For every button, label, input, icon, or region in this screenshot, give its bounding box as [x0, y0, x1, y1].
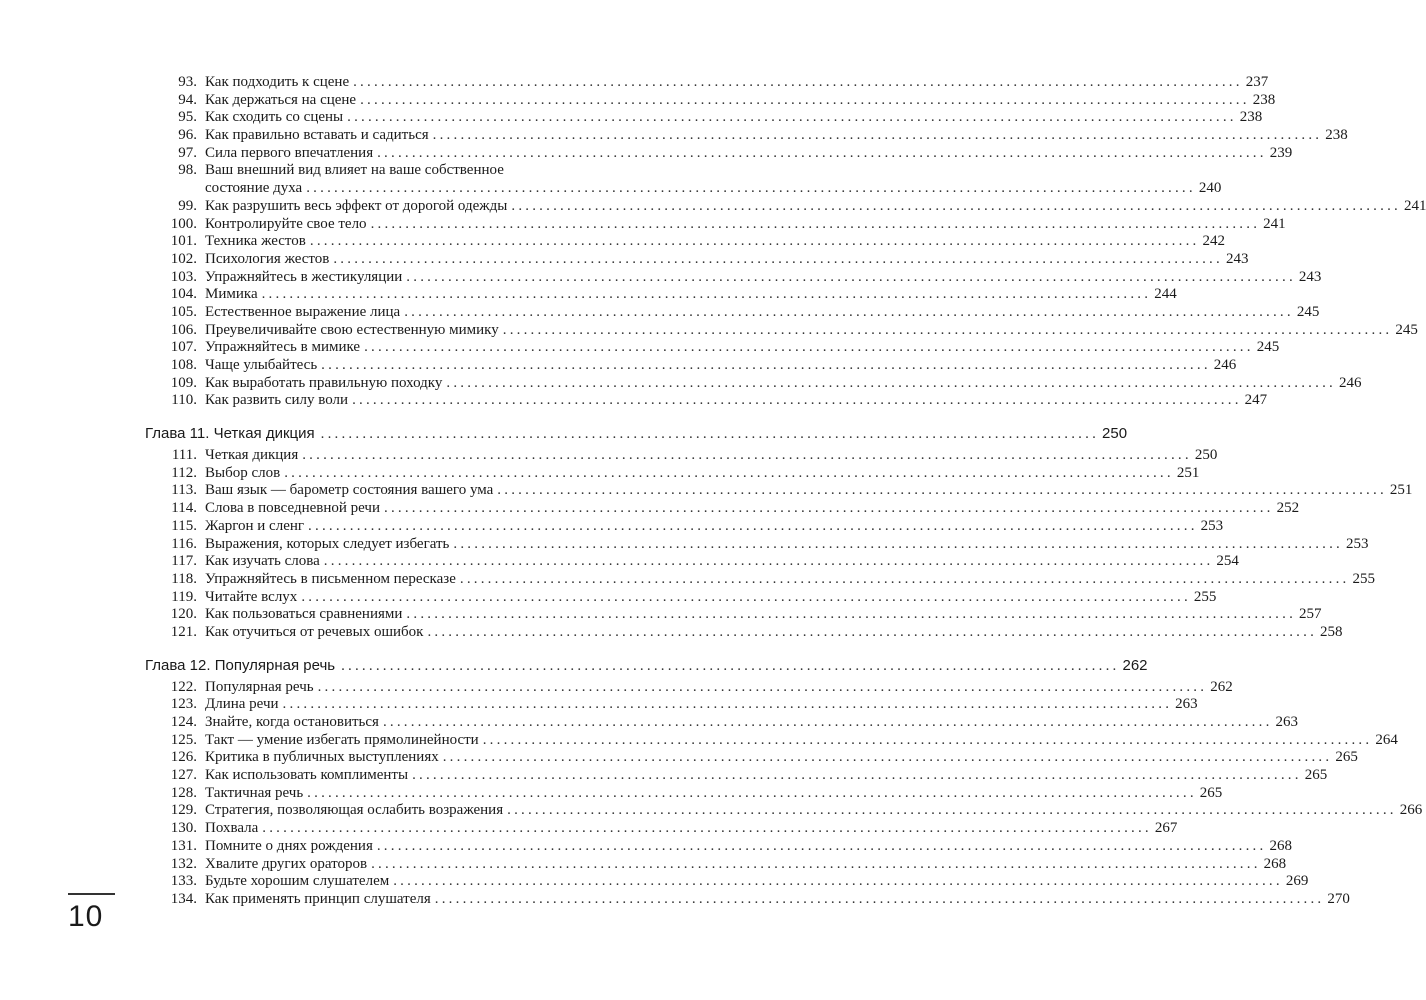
chapter-title: Глава 11. Четкая дикция	[145, 425, 315, 443]
toc-entry[interactable]	[0, 749, 1358, 767]
entry-title: Как применять принцип слушателя	[205, 890, 431, 907]
entry-page: 263	[1175, 696, 1198, 713]
entry-number: 116.	[171, 535, 197, 552]
dot-leader: ................................................................................................................................	[384, 500, 1274, 517]
chapter-heading-11[interactable]	[0, 424, 1128, 444]
entry-title: Упражняйтесь в жестикуляции	[205, 268, 403, 285]
dot-leader: ................................................................................................................................	[404, 303, 1294, 320]
dot-leader: ................................................................................................................................	[323, 553, 1214, 570]
entry-page: 267	[1154, 820, 1178, 837]
toc-entry[interactable]	[0, 321, 1418, 340]
dot-leader: ................................................................................................................	[320, 426, 1100, 443]
entry-page: 268	[1263, 855, 1287, 872]
entry-title: Психология жестов	[205, 250, 330, 267]
entry-number: 128.	[170, 784, 197, 801]
table-of-contents	[0, 74, 1426, 909]
entry-number: 113.	[171, 482, 197, 499]
entry-number: 93.	[178, 74, 197, 90]
entry-title: Хвалите других ораторов	[205, 855, 368, 872]
toc-entry[interactable]	[0, 233, 1225, 251]
toc-entry[interactable]	[0, 714, 1299, 732]
entry-page: 239	[1269, 144, 1293, 161]
entry-title: Критика в публичных выступлениях	[205, 749, 439, 766]
entry-title: Упражняйтесь в письменном пересказе	[205, 570, 456, 587]
toc-entry[interactable]	[0, 678, 1233, 697]
entry-number: 100.	[170, 215, 197, 232]
entry-title: Чаще улыбайтесь	[205, 357, 318, 374]
entry-title: Как отучиться от речевых ошибок	[205, 623, 424, 640]
entry-number: 132.	[170, 855, 197, 872]
entry-title-line1: Ваш внешний вид влияет на ваше собственное	[205, 162, 504, 179]
entry-number: 106.	[170, 321, 197, 338]
entry-number: 98.	[178, 162, 197, 179]
entry-title: Как правильно вставать и садиться	[205, 127, 429, 144]
toc-entry[interactable]	[0, 215, 1286, 234]
dot-leader: ................................................................................................................................	[377, 144, 1267, 161]
dot-leader: ................................................................................................................................	[364, 339, 1254, 356]
entry-page: 246	[1213, 357, 1237, 374]
toc-entry[interactable]	[0, 570, 1375, 589]
entry-number: 115.	[171, 517, 197, 534]
entry-page: 255	[1193, 588, 1217, 605]
dot-leader: ................................................................................................................................	[482, 731, 1373, 748]
entry-title: Ваш язык — барометр состояния вашего ума	[205, 482, 494, 499]
toc-entry[interactable]	[0, 91, 1276, 110]
entry-page: 245	[1296, 303, 1320, 320]
toc-section-1	[0, 74, 1426, 410]
entry-page: 268	[1269, 837, 1292, 854]
dot-leader: ................................................................................................................................	[309, 233, 1200, 250]
toc-entry[interactable]	[0, 535, 1369, 554]
entry-title: Техника жестов	[205, 233, 306, 250]
entry-title: Как подходить к сцене	[205, 74, 350, 90]
dot-leader: ................................................................................................................................	[442, 749, 1333, 766]
toc-entry[interactable]	[0, 286, 1177, 304]
dot-leader: ................................................................................................................................	[333, 250, 1223, 267]
dot-leader: ................................................................................................................................	[261, 286, 1152, 303]
dot-leader: ................................................................................................................................	[317, 678, 1208, 695]
entry-number: 107.	[170, 339, 197, 356]
toc-entry[interactable]	[0, 623, 1343, 642]
toc-entry[interactable]	[0, 268, 1322, 287]
toc-entry[interactable]	[0, 392, 1268, 410]
entry-page: 251	[1389, 482, 1413, 499]
dot-leader: ................................................................................................................................	[497, 482, 1387, 499]
entry-number: 117.	[171, 553, 197, 570]
entry-number: 97.	[178, 144, 197, 161]
entry-title: Похвала	[205, 820, 259, 837]
dot-leader: ................................................................................................................................	[360, 91, 1250, 108]
toc-entry[interactable]	[0, 250, 1249, 269]
entry-number: 114.	[171, 500, 197, 517]
entry-number: 110.	[171, 392, 197, 409]
entry-number: 134.	[170, 890, 197, 907]
toc-entry[interactable]	[0, 109, 1263, 127]
entry-title: Естественное выражение лица	[205, 303, 401, 320]
entry-page: 246	[1338, 374, 1362, 391]
entry-title: Как сходить со сцены	[205, 109, 344, 126]
entry-number: 123.	[170, 696, 197, 713]
toc-entry[interactable]	[0, 464, 1200, 483]
toc-entry[interactable]	[0, 517, 1224, 536]
toc-entry[interactable]	[0, 500, 1300, 518]
dot-leader: ................................................................................................................................	[262, 820, 1152, 837]
entry-page: 247	[1244, 392, 1268, 409]
entry-title: Как использовать комплименты	[205, 767, 409, 784]
toc-entry[interactable]	[0, 855, 1287, 874]
toc-entry[interactable]	[0, 820, 1178, 838]
entry-page: 257	[1299, 606, 1322, 623]
entry-number: 105.	[170, 303, 197, 320]
entry-number: 94.	[178, 91, 197, 108]
entry-number: 102.	[170, 250, 197, 267]
entry-number: 103.	[170, 268, 197, 285]
entry-number: 129.	[170, 802, 197, 819]
entry-page: 265	[1199, 784, 1223, 801]
entry-title: Как пользоваться сравнениями	[205, 606, 403, 623]
toc-entry[interactable]	[0, 357, 1237, 375]
entry-page: 243	[1298, 268, 1322, 285]
entry-page: 266	[1399, 802, 1423, 819]
entry-page: 262	[1210, 678, 1233, 695]
entry-title: Как развить силу воли	[205, 392, 349, 409]
dot-leader: ................................................................................................................................	[446, 374, 1336, 391]
entry-title: Знайте, когда остановиться	[205, 714, 379, 731]
entry-title: Такт — умение избегать прямолинейности	[205, 731, 479, 748]
toc-entry[interactable]	[0, 553, 1239, 571]
toc-entry[interactable]	[0, 144, 1293, 163]
entry-title: Мимика	[205, 286, 258, 303]
entry-number: 95.	[178, 109, 197, 126]
entry-page: 238	[1325, 127, 1348, 144]
dot-leader: ................................................................................................................................	[502, 321, 1393, 338]
entry-title: Будьте хорошим слушателем	[205, 873, 390, 890]
dot-leader: ................................................................................................................................	[307, 784, 1197, 801]
entry-number: 133.	[170, 873, 197, 890]
toc-entry[interactable]	[0, 767, 1328, 785]
entry-title: Слова в повседневной речи	[205, 500, 380, 517]
dot-leader: ................................................................................................................................	[507, 802, 1397, 819]
chapter-heading-12[interactable]	[0, 656, 1148, 676]
toc-entry[interactable]	[0, 588, 1217, 607]
page-number: 10	[68, 900, 104, 933]
entry-title: Популярная речь	[205, 678, 314, 695]
entry-page: 255	[1352, 570, 1375, 587]
dot-leader: ................................................................................................................................	[370, 215, 1261, 232]
chapter-title: Глава 12. Популярная речь	[145, 656, 336, 674]
toc-section-3	[0, 678, 1423, 909]
dot-leader: ................................................................................................................................	[511, 197, 1401, 214]
dot-leader: ................................................................................................................................	[347, 109, 1237, 126]
toc-entry[interactable]	[0, 303, 1320, 322]
entry-title: Длина речи	[205, 696, 279, 713]
dot-leader: ................................................................................................................................	[301, 588, 1191, 605]
entry-number: 111.	[171, 447, 197, 464]
entry-title: Выражения, которых следует избегать	[205, 535, 450, 552]
dot-leader: ................................................................................................................................	[302, 447, 1192, 464]
dot-leader: ................................................................................................................................	[308, 517, 1198, 534]
entry-page: 253	[1346, 535, 1369, 552]
toc-entry[interactable]	[0, 127, 1348, 145]
dot-leader: ................................................................................................................................	[459, 570, 1350, 587]
entry-page: 265	[1335, 749, 1358, 766]
dot-leader: ................................................................................................................................	[352, 392, 1242, 409]
entry-number: 131.	[170, 837, 197, 854]
entry-page: 258	[1320, 623, 1343, 640]
dot-leader: ................................................................................................................................	[434, 890, 1325, 907]
entry-page: 242	[1202, 233, 1225, 250]
entry-number: 104.	[170, 286, 197, 303]
entry-page: 250	[1194, 447, 1218, 464]
dot-leader: ................................................................................................................................	[393, 873, 1283, 890]
entry-title: Как разрушить весь эффект от дорогой одежды	[205, 197, 508, 214]
dot-leader: ................................................................................................................................	[371, 855, 1261, 872]
toc-entry[interactable]	[0, 374, 1362, 393]
entry-number: 99.	[178, 197, 197, 214]
entry-title: Тактичная речь	[205, 784, 304, 801]
entry-number: 126.	[170, 749, 197, 766]
entry-number: 108.	[170, 357, 197, 374]
entry-title: Читайте вслух	[205, 588, 298, 605]
entry-number: 120.	[170, 606, 197, 623]
toc-entry[interactable]	[0, 802, 1423, 820]
entry-title: Стратегия, позволяющая ослабить возражения	[205, 802, 504, 819]
dot-leader: ................................................................................................................................	[282, 696, 1173, 713]
entry-title: Как выработать правильную походку	[205, 374, 443, 391]
entry-title: Контролируйте свое тело	[205, 215, 367, 232]
entry-number: 124.	[170, 714, 197, 731]
entry-page: 244	[1154, 286, 1177, 303]
entry-page: 237	[1245, 74, 1269, 90]
entry-page: 241	[1263, 215, 1286, 232]
toc-entry[interactable]	[0, 837, 1292, 856]
chapter-page: 262	[1122, 656, 1148, 674]
footer-rule	[68, 893, 115, 895]
entry-title: Сила первого впечатления	[205, 144, 374, 161]
entry-number: 118.	[171, 570, 197, 587]
entry-title: Выбор слов	[205, 464, 281, 481]
entry-page: 238	[1252, 91, 1276, 108]
entry-page: 254	[1216, 553, 1239, 570]
entry-title: Жаргон и сленг	[205, 517, 305, 534]
dot-leader: ................................................................................................................................	[427, 623, 1318, 640]
entry-page: 245	[1395, 321, 1418, 338]
dot-leader: ................................................................................................................................	[406, 606, 1297, 623]
toc-entry[interactable]	[0, 873, 1309, 891]
entry-number: 130.	[170, 820, 197, 837]
entry-number: 109.	[170, 374, 197, 391]
dot-leader: ................................................................................................................................	[412, 767, 1302, 784]
dot-leader: ................................................................................................................................	[284, 464, 1174, 481]
entry-number: 127.	[170, 767, 197, 784]
entry-page: 253	[1200, 517, 1224, 534]
dot-leader: ................................................................................................................................	[306, 180, 1196, 197]
entry-title: Как держаться на сцене	[205, 91, 357, 108]
dot-leader: ................................................................................................................................	[406, 268, 1296, 285]
entry-title: Упражняйтесь в мимике	[205, 339, 361, 356]
dot-leader: ................................................................................................................................	[432, 127, 1323, 144]
dot-leader: ................................................................................................................................	[382, 714, 1273, 731]
toc-entry[interactable]	[0, 731, 1398, 750]
entry-page: 245	[1256, 339, 1280, 356]
entry-number: 121.	[170, 623, 197, 640]
entry-title: Как изучать слова	[205, 553, 320, 570]
toc-entry[interactable]	[0, 696, 1198, 714]
entry-page: 265	[1304, 767, 1328, 784]
toc-section-2	[0, 447, 1413, 642]
entry-page: 240	[1198, 180, 1222, 197]
entry-title: Помните о днях рождения	[205, 837, 373, 854]
entry-number: 122.	[170, 678, 197, 695]
entry-page: 252	[1276, 500, 1300, 517]
entry-page: 263	[1275, 714, 1299, 731]
chapter-page: 250	[1102, 425, 1128, 443]
entry-number: 119.	[171, 588, 197, 605]
entry-page: 251	[1176, 464, 1200, 481]
entry-page: 264	[1375, 731, 1398, 748]
entry-page: 238	[1239, 109, 1263, 126]
dot-leader: ................................................................................................................................	[353, 74, 1243, 90]
dot-leader: ................................................................................................................................	[376, 837, 1267, 854]
toc-entry[interactable]	[0, 784, 1223, 803]
entry-number: 125.	[170, 731, 197, 748]
toc-entry[interactable]	[0, 162, 1222, 197]
entry-title: состояние духа	[205, 180, 303, 197]
toc-entry[interactable]	[0, 197, 1426, 216]
entry-page: 270	[1327, 890, 1350, 907]
toc-entry[interactable]	[0, 74, 1269, 92]
dot-leader: ................................................................................................................................	[321, 357, 1211, 374]
entry-number: 96.	[178, 127, 197, 144]
dot-leader: ................................................................................................................................	[453, 535, 1344, 552]
entry-title: Четкая дикция	[205, 447, 299, 464]
entry-number: 112.	[171, 464, 197, 481]
toc-entry[interactable]	[0, 447, 1218, 465]
entry-number: 101.	[170, 233, 197, 250]
entry-page: 241	[1403, 197, 1426, 214]
toc-entry[interactable]	[0, 339, 1280, 357]
dot-leader: ................................................................................................................	[341, 657, 1120, 674]
entry-page: 269	[1285, 873, 1309, 890]
entry-page: 243	[1225, 250, 1249, 267]
toc-entry[interactable]	[0, 482, 1413, 500]
toc-entry[interactable]	[0, 606, 1322, 624]
entry-title: Преувеличивайте свою естественную мимику	[205, 321, 499, 338]
